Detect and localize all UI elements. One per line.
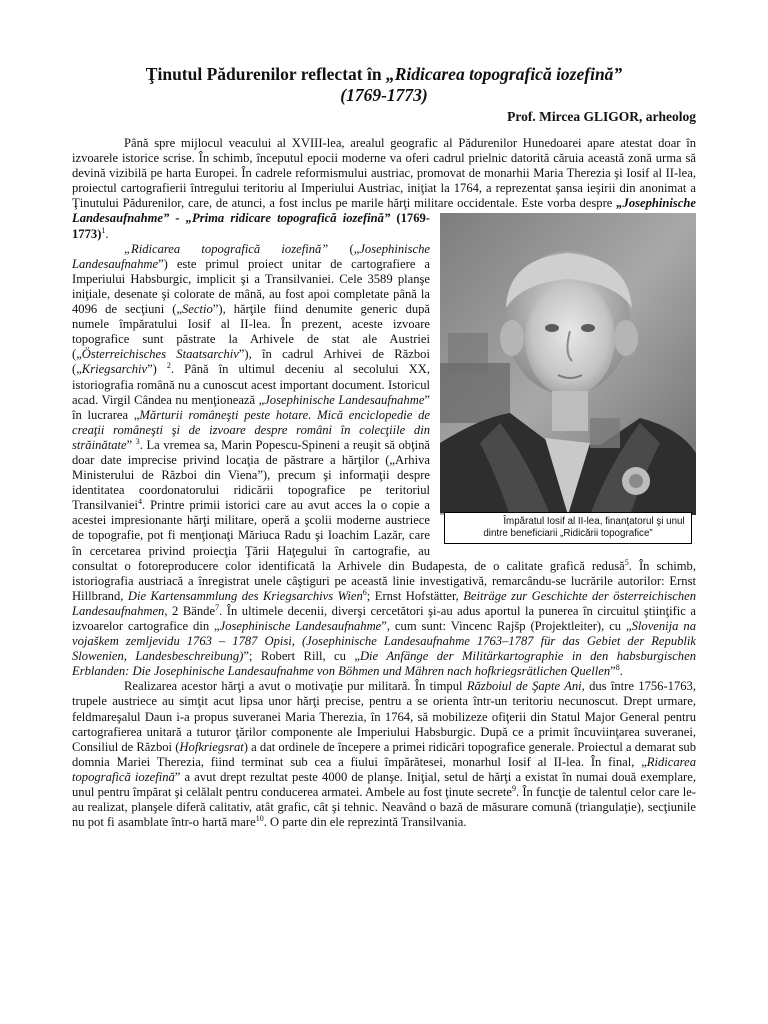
- p2-f: ”), hărţile fiind denumite generic după numele împăratului Iosif al II-lea. În prezent, aceste izvoare topografice sunt păstrate la Arhivele de stat ale Austriei („: [72, 302, 430, 362]
- p2-w: . În ultimele decenii, diverşi cercetători şi-au adus aportul la punerea în circuitul ştiinţific a izvoarelor cartografice din „: [72, 603, 697, 633]
- p3-f: Ridicarea topografică iozefină: [72, 754, 696, 784]
- p1-text-a: Până spre mijlocul veacului al XVIII-lea, arealul geografic al Pădurenilor Hunedoarei apare atestat doar în izvoarele istorice scrise. În schimb, începutul epocii moderne va oferi cadrul prielnic datorită căruia această zonă urma să devină vizibilă pe harta Europei. În cadrele reformismului austriac, promovat de monarhii Maria Therezia şi Iosif al II-lea, proiectul cartografierii întregului teritoriu al Imperiului Austriac, iniţiat la 1764, a reprezentat şansa ieşirii din anonimat a Ţinutului Pădurenilor, care, de atunci, a fost inclus pe marile hărţi militare occidentale. Este vorba despre: [72, 136, 696, 211]
- footnote-ref-2: 2: [166, 361, 171, 371]
- footnote-ref-9: 9: [512, 783, 517, 793]
- p3-h: . În funcţie de talentul celor care le-au realizat, planşele diferă calitativ, atât grafic, cât şi tehnic. Neavând o bază de măsurare comună (triangulaţie), secţiunile nu pot fi asamblate într-o hartă mare: [72, 785, 696, 830]
- p2-m: ” în lucrarea „: [72, 392, 430, 422]
- footnote-ref-10: 10: [255, 814, 264, 824]
- p2-r: . În schimb, istoriografia austriacă a înregistrat unele câştiguri pe această linie investigativă, remarcându-se lucrările autorilor: Ernst Hillbrand,: [72, 558, 696, 603]
- title-line1-italic: „Ridicarea topografică iozefină”: [385, 64, 623, 84]
- paragraph-1: Până spre mijlocul veacului al XVIII-lea, arealul geografic al Pădurenilor Hunedoarei apare atestat doar în izvoarele istorice scrise. În schimb, începutul epocii moderne va oferi cadrul prielnic datorită căruia această zonă urma să devină vizibilă pe harta Europei. În cadrele reformismului austriac, promovat de monarhii Maria Therezia şi Iosif al II-lea, proiectul cartografierii întregului teritoriu al Imperiului Austriac, iniţiat la 1764, a reprezentat şansa ieşirii din anonimat a Ţinutului Pădurenilor, care, de atunci, a fost inclus pe marile hărţi militare occidentale. Este vorba despre Împăratul Iosif al II-lea, finanţatorul şi unul dintre beneficiarii „Ridicării topografice” „Josephinische Landesaufnahme” - „Prima ridicare topografică iozefină” (1769-1773)$^1$.: [72, 136, 696, 242]
- p2-a: „Ridicarea topografică iozefină”: [124, 241, 329, 256]
- p2-k: . Până în ultimul deceniu al secolului XX, istoriografia română nu a cunoscut acest important document. Istoricul acad. Virgil Cândea nu menţionează „: [72, 362, 431, 407]
- p2-aa: ”; Robert Rill, cu „: [243, 649, 360, 664]
- p2-ac: ”: [610, 664, 616, 679]
- p2-g: Österreichisches Staatsarchiv: [81, 347, 239, 362]
- p2-j: ”): [147, 362, 167, 377]
- footnote-ref-6: 6: [362, 587, 367, 597]
- article-title: [72, 64, 696, 106]
- paragraph-3: [72, 679, 696, 830]
- p2-y: ”, cum sunt: Vincenc Rajšp (Projektleiter), cu „: [381, 619, 632, 633]
- footnote-ref-8: 8: [615, 663, 620, 673]
- p2-d: ”) este primul proiect unitar de cartografiere a Imperiului Habsburgic, implicit şi a Transilvaniei. Cele 3589 planşe iniţiale, desenate şi colorate de mână, au fost apoi completate până la 4096 de secţiuni („: [72, 256, 430, 317]
- p3-g: ” a avut drept rezultat peste 4000 de planşe. Iniţial, setul de hărţi a existat în numai două exemplare, unul pentru împărat şi celălalt pentru conducerea armatei. Ambele au fost ţinute secrete: [72, 769, 696, 800]
- p2-q: . Printre primii istorici care au avut acces la o copie a acestei impresionante hărţi militare, operă a şcolii moderne austriece de topografie, pot fi menţionaţi Măriuca Radu şi Ioachim Lazăr, care în cercetarea privind proiecţia Ţării Haţegului în cartografie, au consultat o fotoreproducere color identificată la Arhivele din Budapesta, de o calitate grafică redusă: [72, 498, 625, 573]
- p2-ad: .: [619, 664, 623, 679]
- p1-text-b: „Josephinische Landesaufnahme” - „Prima ridicare topografică iozefină”: [72, 196, 696, 226]
- title-line2: (1769-1773): [340, 85, 428, 105]
- p3-i: . O parte din ele reprezintă Transilvania.: [263, 815, 467, 830]
- footnote-ref-4: 4: [138, 497, 143, 507]
- p2-u: Beiträge zur Geschichte der österreichischen Landesaufnahmen: [72, 588, 697, 618]
- p3-c: , dus între 1756-1763, trupele austriece au simţit acut lipsa unor hărţi precise, pentru a se orienta într-un teritoriu necunoscut. Drept urmare, feldmareşalul Daun i-a propus suveranei Maria Therezia, în 1764, să mobilizeze ofiţerii din Statul Major General pentru cartografierea unitară a tuturor ţărilor componente ale Imperiului Habsburgic. După ce a primit încuviinţarea suveranei, Consiliul de Război (: [72, 679, 696, 754]
- p2-h: ”), în cadrul Arhivei de Război („: [72, 347, 430, 377]
- footnote-ref-5: 5: [624, 557, 629, 567]
- p2-p: . La vremea sa, Marin Popescu-Spineni a reuşit să obţină doar date imprecise privind locaţia de păstrare a hărţilor („Arhiva Ministerului de Război din Viena”), precum şi informaţii despre identitatea coordonatorului ridicării topografice pe teritoriul Transilvaniei: [72, 437, 430, 513]
- title-line1-prefix: Ţinutul Pădurenilor reflectat în: [145, 64, 386, 84]
- p2-o: ”: [126, 437, 136, 452]
- portrait-caption: Împăratul Iosif al II-lea, finanţatorul şi unul dintre beneficiarii „Ridicării topografice”: [444, 512, 692, 544]
- p3-a: Realizarea acestor hărţi a avut o motivaţie pur militară. În timpul: [124, 679, 467, 694]
- p3-d: Hofkriegsrat: [179, 739, 244, 754]
- author-line: Prof. Mircea GLIGOR, arheolog: [507, 109, 696, 124]
- p1-text-c: (1769-1773): [72, 211, 430, 241]
- p2-x: Josephinische Landesaufnahme: [219, 619, 382, 633]
- p2-z: Slovenija na vojaškem zemljevidu 1763 – 1787 Opisi, (Josephinische Landesaufnahme 1763–1787 für das Gebiet der Republik Slowenien, Landesbeschreibung): [72, 619, 696, 664]
- article: [72, 64, 696, 830]
- p2-n: Mărturii româneşti peste hotare. Mică enciclopedie de creaţii româneşti şi de izvoare despre români în colecţiile din străinătate: [72, 407, 430, 452]
- p2-c: Josephinische Landesaufnahme: [72, 241, 430, 271]
- p2-i: Kriegsarchiv: [81, 362, 148, 377]
- p2-s: Die Kartensammlung des Kriegsarchivs Wien: [127, 588, 363, 603]
- footnote-ref-1: 1: [101, 225, 106, 235]
- p2-l: Josephinische Landesaufnahme: [264, 392, 425, 407]
- p2-t: ; Ernst Hofstätter,: [366, 588, 464, 603]
- p2-ab: Die Anfänge der Militärkartographie in den habsburgischen Erblanden: Die Josephinische Landesaufnahme von Böhmen und Mähren nach hofkriegsrätlichen Quellen: [72, 649, 696, 679]
- p3-b: Războiul de Şapte Ani: [466, 679, 582, 694]
- p2-b: („: [328, 241, 360, 256]
- footnote-ref-3: 3: [135, 436, 140, 446]
- p3-e: ) a dat ordinele de începere a primei ridicări topografice generale. Proiectul a demarat sub domnia Mariei Therezia, fiind terminat sub cea a fiului împărătesei, monarhul Iosif al II-lea. În final, „: [72, 739, 697, 769]
- p2-e: Sectio: [182, 302, 213, 317]
- footnote-ref-7: 7: [215, 602, 220, 612]
- p2-v: , 2 Bände: [164, 603, 216, 618]
- portrait-figure: [440, 213, 696, 544]
- emperor-portrait-image: [440, 213, 696, 515]
